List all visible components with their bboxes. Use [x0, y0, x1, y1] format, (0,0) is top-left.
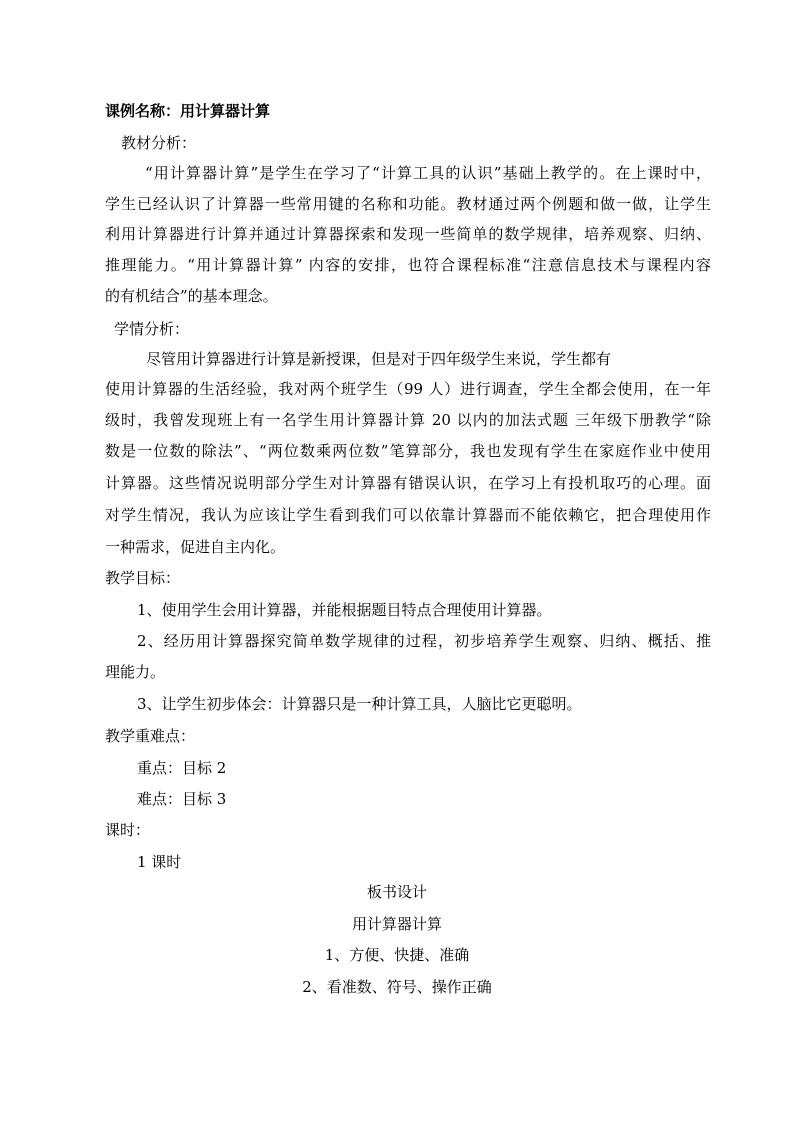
- paragraph-line: 一种需求，促进自主内化。: [105, 538, 286, 556]
- paragraph-line: 级时，我曾发现班上有一名学生用计算器计算 20 以内的加法式题 三年级下册教学“除: [105, 411, 711, 429]
- board-design-item: 1、方便、快捷、准确: [324, 946, 470, 964]
- paragraph-line: 对学生情况，我认为应该让学生看到我们可以依靠计算器而不能依赖它，把合理使用作: [105, 506, 711, 524]
- paragraph-line: 使用计算器的生活经验，我对两个班学生（99 人）进行调查，学生全都会使用，在一年: [105, 380, 711, 398]
- class-hours-value: 1 课时: [137, 853, 182, 871]
- difficulty-point: 难点：目标 3: [137, 790, 227, 808]
- goal-item: 1、使用学生会用计算器，并能根据题目特点合理使用计算器。: [137, 601, 552, 619]
- goal-item: 3、让学生初步体会：计算器只是一种计算工具，人脑比它更聪明。: [137, 695, 582, 713]
- material-analysis-heading: 教材分析：: [121, 134, 197, 152]
- lesson-title: 课例名称：用计算器计算: [105, 102, 271, 120]
- paragraph-line: 利用计算器进行计算并通过计算器探索和发现一些简单的数学规律，培养观察、归纳、: [105, 225, 711, 243]
- paragraph-line: 推理能力。“用计算器计算” 内容的安排，也符合课程标准“注意信息技术与课程内容: [105, 256, 711, 274]
- goal-item: 2、经历用计算器探究简单数学规律的过程，初步培养学生观察、归纳、概括、推: [137, 632, 711, 650]
- key-point: 重点：目标 2: [137, 759, 227, 777]
- paragraph-line: 计算器。这些情况说明部分学生对计算器有错误认识，在学习上有投机取巧的心理。面: [105, 474, 711, 492]
- teaching-goals-heading: 教学目标：: [105, 569, 181, 587]
- student-analysis-heading: 学情分析：: [114, 320, 190, 338]
- paragraph-line: 学生已经认识了计算器一些常用键的名称和功能。教材通过两个例题和做一做，让学生: [105, 195, 711, 213]
- paragraph-line: 的有机结合”的基本理念。: [105, 287, 278, 305]
- paragraph-line: “用计算器计算”是学生在学习了“计算工具的认识”基础上教学的。在上课时中，: [145, 164, 711, 182]
- board-design-item: 2、看准数、符号、操作正确: [302, 978, 492, 996]
- paragraph-line: 尽管用计算器进行计算是新授课，但是对于四年级学生来说，学生都有: [146, 350, 612, 368]
- goal-item: 理能力。: [105, 663, 166, 681]
- board-design-title: 用计算器计算: [351, 915, 442, 933]
- class-hours-heading: 课时：: [105, 821, 151, 839]
- key-points-heading: 教学重难点：: [105, 727, 196, 745]
- paragraph-line: 数是一位数的除法”、“两位数乘两位数”笔算部分，我也发现有学生在家庭作业中使用: [105, 442, 711, 460]
- board-design-heading: 板书设计: [366, 883, 427, 901]
